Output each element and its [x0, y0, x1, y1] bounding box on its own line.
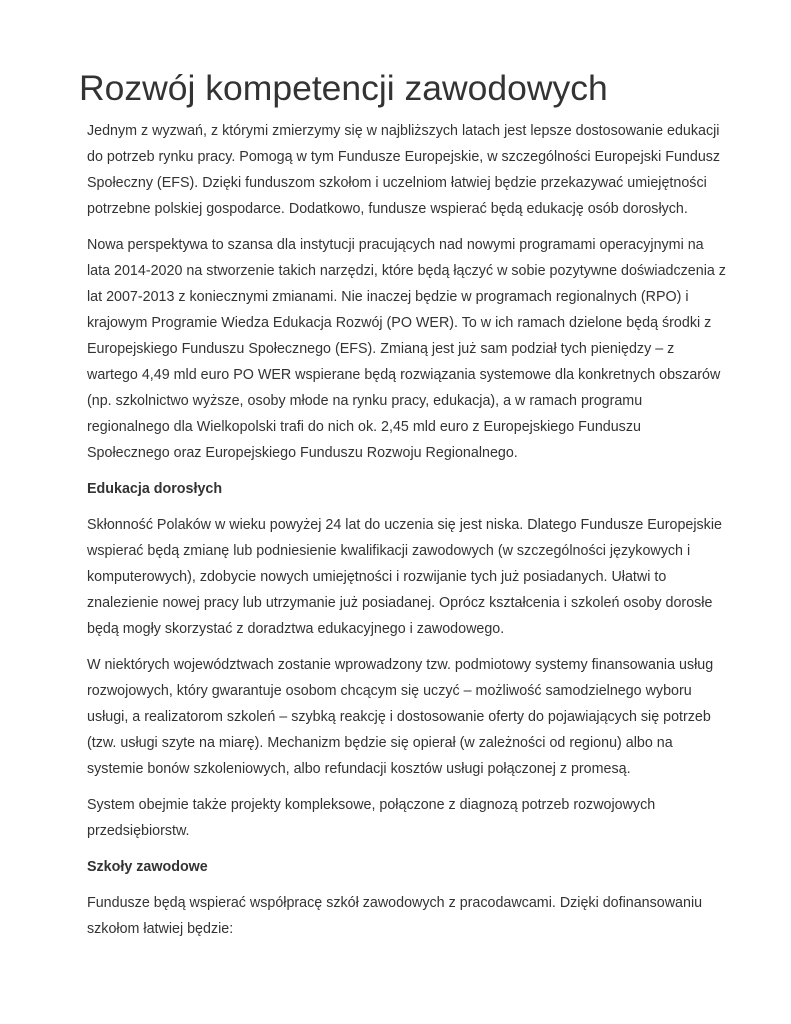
adult-education-paragraph-3: System obejmie także projekty kompleksowe, połączone z diagnozą potrzeb rozwojowych przedsiębiorstw. — [87, 797, 656, 839]
section-heading-adult-education: Edukacja dorosłych — [87, 481, 223, 497]
adult-education-paragraph-1: Skłonność Polaków w wieku powyżej 24 lat do uczenia się jest niska. Dlatego Fundusze Europejskie wspierać będą zmianę lub podniesienie kwalifikacji zawodowych (w szczególności językowych i komputerowych), zdobycie nowych umiejętności i rozwijanie tych już posiadanych. Ułatwi to znalezienie nowej pracy lub utrzymanie już posiadanej. Oprócz kształcenia i szkoleń osoby dorosłe będą mogły skorzystać z doradztwa edukacyjnego i zawodowego. — [87, 517, 722, 637]
page-title: Rozwój kompetencji zawodowych — [79, 68, 608, 108]
section-heading-vocational-schools: Szkoły zawodowe — [87, 859, 208, 875]
intro-paragraph-2: Nowa perspektywa to szansa dla instytucji pracujących nad nowymi programami operacyjnymi na lata 2014-2020 na stworzenie takich narzędzi, które będą łączyć w sobie pozytywne doświadczenia z lat 2007-2013 z koniecznymi zmianami. Nie inaczej będzie w programach regionalnych (RPO) i krajowym Programie Wiedza Edukacja Rozwój (PO WER). To w ich ramach dzielone będą środki z Europejskiego Funduszu Społecznego (EFS). Zmianą jest już sam podział tych pieniędzy – z wartego 4,49 mld euro PO WER wspierane będą rozwiązania systemowe dla konkretnych obszarów (np. szkolnictwo wyższe, osoby młode na rynku pracy, edukacja), a w ramach programu regionalnego dla Wielkopolski trafi do nich ok. 2,45 mld euro z Europejskiego Funduszu Społecznego oraz Europejskiego Funduszu Rozwoju Regionalnego. — [87, 237, 726, 461]
intro-paragraph-1: Jednym z wyzwań, z którymi zmierzymy się w najbliższych latach jest lepsze dostosowanie edukacji do potrzeb rynku pracy. Pomogą w tym Fundusze Europejskie, w szczególności Europejski Fundusz Społeczny (EFS). Dzięki funduszom szkołom i uczelniom łatwiej będzie przekazywać umiejętności potrzebne polskiej gospodarce. Dodatkowo, fundusze wspierać będą edukację osób dorosłych. — [87, 123, 721, 217]
adult-education-paragraph-2: W niektórych województwach zostanie wprowadzony tzw. podmiotowy systemy finansowania usług rozwojowych, który gwarantuje osobom chcącym się uczyć – możliwość samodzielnego wyboru usługi, a realizatorom szkoleń – szybką reakcję i dostosowanie oferty do pojawiających się potrzeb (tzw. usługi szyte na miarę). Mechanizm będzie się opierał (w zależności od regionu) albo na systemie bonów szkoleniowych, albo refundacji kosztów usługi połączonej z promesą. — [87, 657, 714, 777]
vocational-schools-paragraph-1: Fundusze będą wspierać współpracę szkół zawodowych z pracodawcami. Dzięki dofinansowaniu szkołom łatwiej będzie: — [87, 895, 703, 937]
article-body — [87, 118, 727, 952]
